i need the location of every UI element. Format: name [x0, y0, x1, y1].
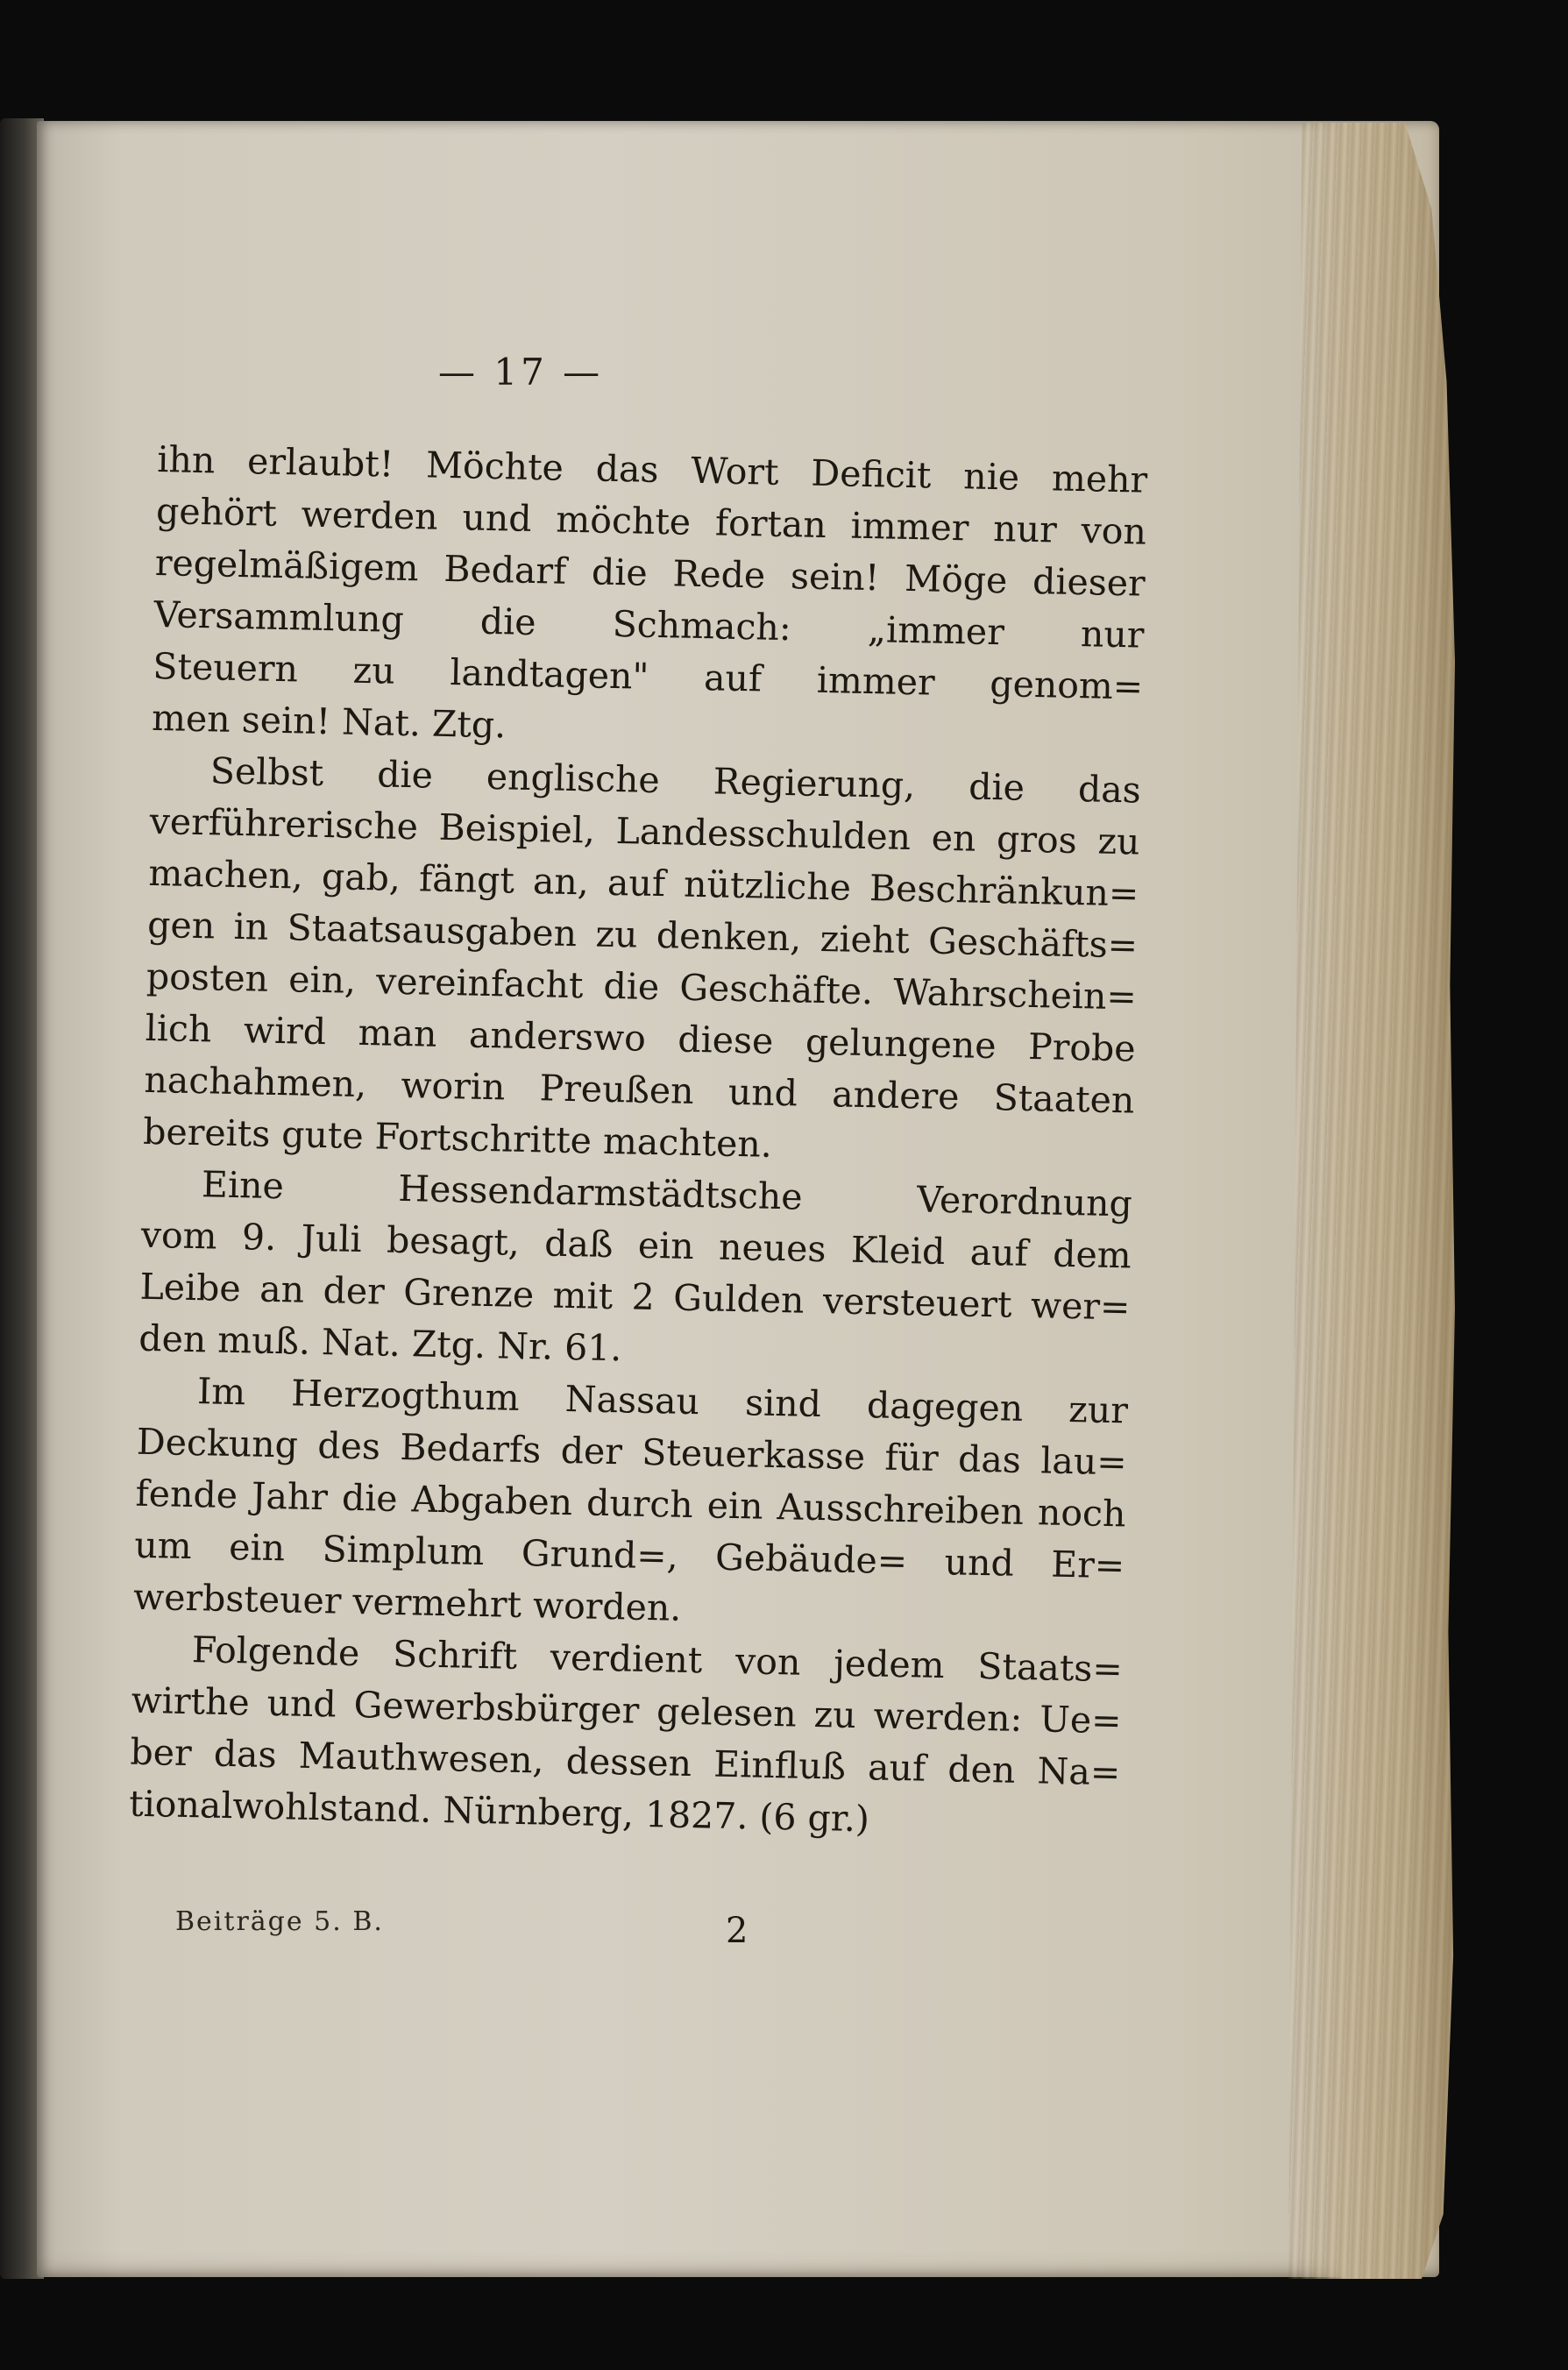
- text-line: Im Herzogthum Nassau sind dagegen zur: [196, 1370, 1129, 1432]
- text-line: vom 9. Juli besagt, daß ein neues Kleid auf dem: [140, 1213, 1132, 1277]
- text-line: wirthe und Gewerbsbürger gelesen zu werden: Ue=: [131, 1678, 1122, 1742]
- text-line: regelmäßigem Bedarf die Rede sein! Möge dieser: [154, 541, 1146, 605]
- text-line: bereits gute Fortschritte machten.: [142, 1110, 773, 1166]
- frayed-fore-edge: [1288, 123, 1455, 2279]
- text-line: fende Jahr die Abgaben durch ein Ausschreiben noch: [135, 1472, 1126, 1536]
- sheet-signature: 2: [726, 1911, 749, 1951]
- text-line: posten ein, vereinfacht die Geschäfte. Wahrschein=: [145, 954, 1138, 1018]
- text-line: gehört werden und möchte fortan immer nur von: [155, 489, 1147, 553]
- text-line: Leibe an der Grenze mit 2 Gulden versteuert wer=: [139, 1265, 1131, 1329]
- text-line: gen in Staatsausgaben zu denken, zieht Geschäfts=: [146, 903, 1139, 967]
- text-line: ihn erlaubt! Möchte das Wort Deficit nie mehr: [156, 437, 1148, 501]
- text-line: Eine Hessendarmstädtsche Verordnung: [201, 1163, 1133, 1225]
- text-line: machen, gab, fängt an, auf nützliche Beschränkun=: [148, 851, 1139, 915]
- page-number-header: — 17 —: [438, 351, 604, 394]
- text-line: Steuern zu landtagen" auf immer genom=: [152, 644, 1144, 708]
- text-line: men sein! Nat. Ztg.: [151, 696, 507, 747]
- text-line: den muß. Nat. Ztg. Nr. 61.: [138, 1316, 622, 1370]
- text-line: um ein Simplum Grund=, Gebäude= und Er=: [133, 1523, 1125, 1587]
- page-body-text: [129, 434, 1148, 1850]
- text-line: Versammlung die Schmach: „immer nur: [153, 592, 1145, 656]
- text-line: ber das Mauthwesen, dessen Einfluß auf den Na=: [129, 1730, 1121, 1794]
- text-line: nachahmen, worin Preußen und andere Staaten: [144, 1058, 1135, 1122]
- text-line: Deckung des Bedarfs der Steuerkasse für das lau=: [136, 1420, 1128, 1484]
- text-line: werbsteuer vermehrt worden.: [132, 1575, 682, 1629]
- text-line: Selbst die englische Regierung, die das: [209, 749, 1142, 812]
- text-line: lich wird man anderswo diese gelungene Probe: [145, 1006, 1137, 1070]
- text-line: verführerische Beispiel, Landesschulden en gros zu: [149, 799, 1140, 863]
- text-line: tionalwohlstand. Nürnberg, 1827. (6 gr.): [128, 1782, 870, 1841]
- text-line: Folgende Schrift verdient von jedem Staats=: [191, 1628, 1124, 1691]
- signature-mark-volume: Beiträge 5. B.: [175, 1906, 384, 1937]
